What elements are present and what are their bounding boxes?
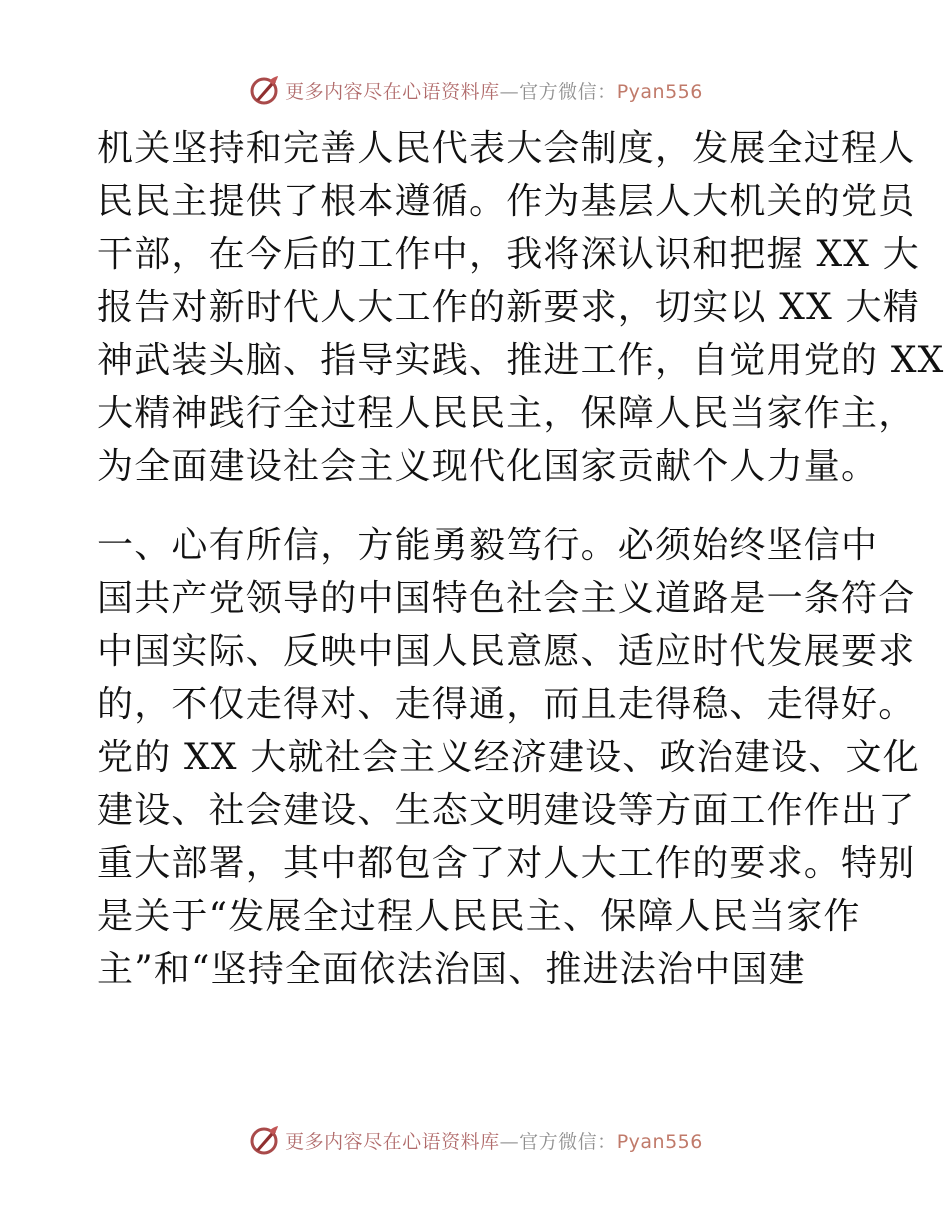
footer-watermark — [0, 1120, 950, 1160]
text-line: 报告对新时代人大工作的新要求，切实以 XX 大精 — [97, 287, 920, 328]
text-line: 重大部署，其中都包含了对人大工作的要求。特别 — [97, 843, 916, 884]
quill-logo-icon — [247, 1123, 281, 1157]
text-line: 干部，在今后的工作中，我将深认识和把握 XX 大 — [97, 234, 920, 275]
header-site-text: 更多内容尽在心语资料库 — [285, 80, 500, 103]
quill-logo-icon — [247, 73, 281, 107]
header-wechat-id: Pyan556 — [616, 80, 703, 103]
text-line: 神武装头脑、指导实践、推进工作，自觉用党的 XX — [97, 340, 945, 381]
footer-banner-text — [285, 1127, 703, 1154]
paragraph-gap — [97, 493, 867, 519]
header-banner-text — [285, 77, 703, 104]
text-line: 机关坚持和完善人民代表大会制度，发展全过程人 — [97, 128, 916, 169]
paragraph-1 — [97, 122, 945, 493]
text-line: 民民主提供了根本遵循。作为基层人大机关的党员 — [97, 181, 916, 222]
footer-wechat-id: Pyan556 — [616, 1130, 703, 1153]
text-line: 党的 XX 大就社会主义经济建设、政治建设、文化 — [97, 737, 920, 778]
text-line: 一、心有所信，方能勇毅笃行。必须始终坚信中 — [97, 525, 879, 566]
text-line: 主”和“坚持全面依法治国、推进法治中国建 — [97, 949, 806, 990]
text-line: 建设、社会建设、生态文明建设等方面工作作出了 — [97, 790, 916, 831]
text-line: 的，不仅走得对、走得通，而且走得稳、走得好。 — [97, 684, 916, 725]
text-line: 大精神践行全过程人民民主，保障人民当家作主， — [97, 393, 916, 434]
paragraph-2 — [97, 519, 920, 996]
footer-wechat-label: 官方微信： — [519, 1130, 617, 1153]
header-wechat-label: 官方微信： — [519, 80, 617, 103]
header-watermark — [0, 70, 950, 110]
text-line: 为全面建设社会主义现代化国家贡献个人力量。 — [97, 446, 879, 487]
text-line: 国共产党领导的中国特色社会主义道路是一条符合 — [97, 578, 916, 619]
footer-dash: — — [499, 1130, 520, 1153]
footer-site-text: 更多内容尽在心语资料库 — [285, 1130, 500, 1153]
text-line: 是关于“发展全过程人民民主、保障人民当家作 — [97, 896, 861, 937]
text-line: 中国实际、反映中国人民意愿、适应时代发展要求 — [97, 631, 916, 672]
header-dash: — — [499, 80, 520, 103]
document-body — [97, 122, 945, 996]
